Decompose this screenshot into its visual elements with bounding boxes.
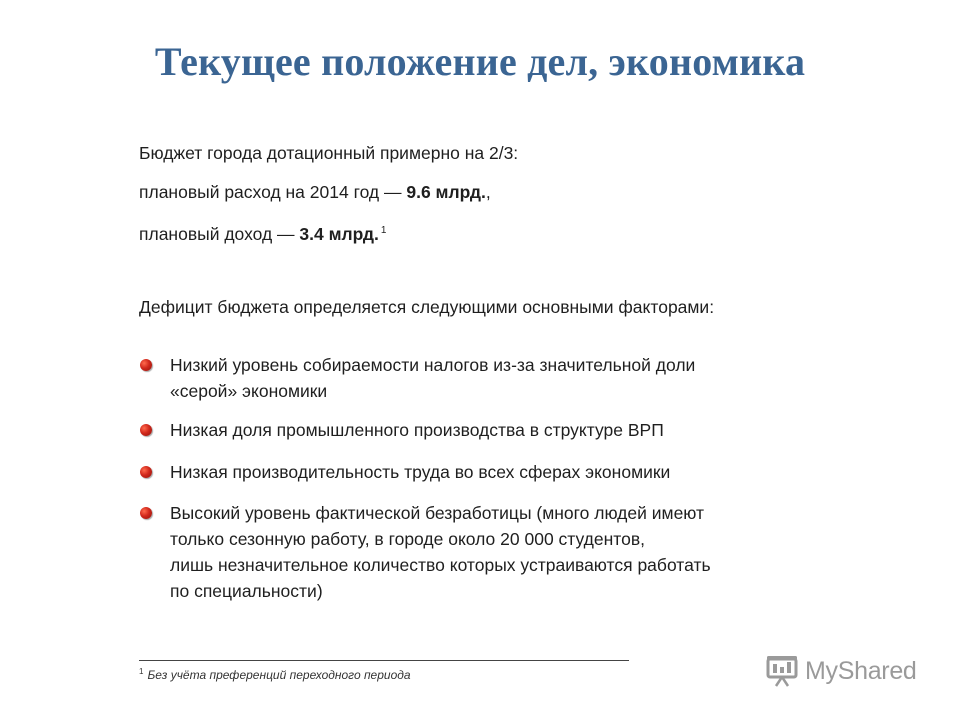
- watermark-text: MyShared: [805, 656, 917, 685]
- bullet-icon: [140, 466, 152, 478]
- list-item: [139, 500, 859, 604]
- factors-intro: Дефицит бюджета определяется следующими основными факторами:: [139, 297, 715, 317]
- list-item: [139, 417, 859, 443]
- list-item: [139, 459, 859, 485]
- footnote-reference: 1: [380, 225, 387, 236]
- budget-intro: Бюджет города дотационный примерно на 2/3:: [139, 143, 519, 163]
- budget-income-label: плановый доход —: [139, 223, 300, 244]
- budget-expense-suffix: ,: [485, 182, 491, 202]
- budget-expense-value: 9.6 млрд.: [406, 182, 486, 202]
- factor-text: Низкая производительность труда во всех сферах экономики: [170, 462, 671, 482]
- projector-screen-icon: [765, 654, 799, 688]
- footnote: [139, 667, 411, 682]
- bullet-icon: [140, 424, 152, 436]
- footnote-text: Без учёта преференций переходного периода: [147, 668, 411, 682]
- list-item: [139, 352, 859, 404]
- page-title: Текущее положение дел, экономика: [154, 39, 806, 84]
- factor-text: Высокий уровень фактической безработицы (много людей имеют только сезонную работу, в городе около 20 000 студентов, лишь незначительное количество которых устраиваются работать по специальности): [170, 503, 711, 601]
- factor-text: Низкий уровень собираемости налогов из-за значительной доли «серой» экономики: [170, 355, 696, 401]
- footnote-divider: [139, 660, 629, 661]
- factor-text: Низкая доля промышленного производства в структуре ВРП: [170, 420, 664, 440]
- budget-expense-label: плановый расход на 2014 год —: [139, 182, 407, 202]
- watermark: [765, 654, 917, 688]
- factors-list: [139, 352, 859, 604]
- bullet-icon: [140, 507, 152, 519]
- budget-summary: [139, 140, 518, 257]
- budget-income-value: 3.4 млрд.: [299, 223, 379, 244]
- budget-expense: [139, 179, 518, 218]
- footnote-mark: 1: [139, 667, 144, 676]
- bullet-icon: [140, 359, 152, 371]
- budget-income: [139, 218, 518, 257]
